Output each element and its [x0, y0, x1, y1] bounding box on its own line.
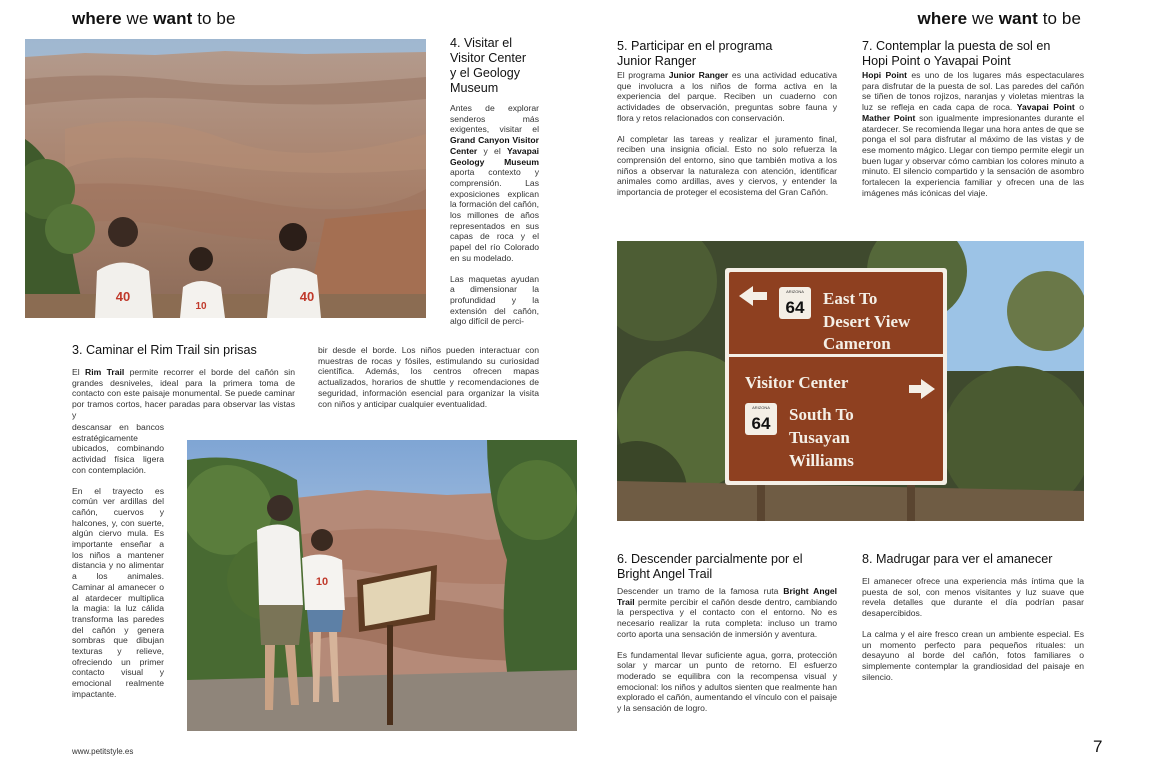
sign-bottom-line-1: South To	[789, 405, 854, 424]
section-4-paragraph-2: Las maquetas ayudan a dimensionar la profundidad y la extensión del cañón, algo difícil de perci-	[450, 273, 539, 327]
brand-logo-left: where we want to be	[72, 9, 236, 28]
route-shield-bottom: 64	[751, 414, 771, 433]
sign-middle-line: Visitor Center	[745, 373, 849, 392]
section-7-paragraph-1: Hopi Point es uno de los lugares más espectaculares para disfrutar de la puesta de sol. Las paredes del cañón se tiñen de tonos rojizos, naranjas y violetas mientras la luz se refleja en cada capa de roca. Yavapai Point o Mather Point son igualmente impresionantes durante el atardecer. Se recomienda llegar una hora antes de que se ponga el sol para disfrutar al máximo de las vistas y de ese momento mágico. Llegar con tiempo permite elegir un buen lugar y observar cómo cambian los colores minuto a minuto. El silencio compartido y la sensación de asombro fortalecen la experiencia familiar y ofrecen una de las imágenes más icónicas del viaje.	[862, 70, 1084, 198]
sign-bottom-line-2: Tusayan	[789, 428, 850, 447]
shirt-number-d: 10	[315, 576, 329, 588]
photo-rim-trail	[187, 440, 577, 731]
section-5-title: 5. Participar en el programa Junior Ranger	[617, 39, 773, 68]
section-3-body	[72, 367, 295, 421]
shield-label-top: ARIZONA	[786, 289, 804, 294]
section-5-paragraph-1: El programa Junior Ranger es una actividad educativa que involucra a los niños de forma activa en la experiencia del parque. Reciben un cuaderno con actividades de observación, preguntas sobre fauna y flora y retos relacionados con conservación.	[617, 70, 837, 123]
section-6-title: 6. Descender parcialmente por el Bright Angel Trail	[617, 552, 803, 581]
section-6-body	[617, 586, 837, 714]
section-7-body	[862, 70, 1084, 198]
shirt-number-b: 10	[195, 301, 207, 312]
section-8-paragraph-2: La calma y el aire fresco crean un ambiente especial. Es un momento perfecto para pequeños rituales: un desayuno al borde del cañón, fotos familiares o simplemente contemplar la grandiosidad del paisaje en silencio.	[862, 628, 1084, 682]
sign-top-line-1: East To	[823, 289, 878, 308]
sign-top-line-3: Cameron	[823, 334, 891, 353]
section-8-title: 8. Madrugar para ver el amanecer	[862, 552, 1053, 566]
footer-website-link[interactable]: www.petitstyle.es	[72, 747, 134, 756]
shirt-number-c: 40	[299, 289, 315, 304]
section-5-body	[617, 70, 837, 198]
section-4-body	[450, 103, 539, 327]
section-3-title: 3. Caminar el Rim Trail sin prisas	[72, 343, 257, 357]
shield-label-bottom: ARIZONA	[752, 405, 770, 410]
photo-road-sign	[617, 241, 1084, 521]
page-number: 7	[1093, 737, 1103, 756]
section-3-body-continued	[72, 422, 164, 700]
sign-bottom-line-3: Williams	[789, 451, 854, 470]
section-8-paragraph-1: El amanecer ofrece una experiencia más íntima que la puesta de sol, con menos visitantes y luz suave que revela detalles que durante el día podrían pasar desapercibidos.	[862, 576, 1084, 619]
section-5-paragraph-2: Al completar las tareas y realizar el juramento final, reciben una insignia oficial. Esto no solo refuerza la comprensión del entorno, sino que también motiva a los niños a observar la naturaleza con atención, identificar animales como ardillas, aves y ciervos, y entender la importancia de proteger el ecosistema del Gran Cañón.	[617, 133, 837, 198]
shirt-number-a: 40	[115, 289, 131, 304]
section-7-title: 7. Contemplar la puesta de sol en Hopi Point o Yavapai Point	[862, 39, 1051, 68]
sign-top-line-2: Desert View	[823, 312, 911, 331]
route-shield-top: 64	[785, 298, 805, 317]
section-6-paragraph-2: Es fundamental llevar suficiente agua, gorra, protección solar y marcar un punto de retorno. El esfuerzo moderado se equilibra con la recompensa visual y emocional: los niños y adultos sienten que realmente han explorado el cañón, aumentando el vínculo con el paisaje y la sensación de logro.	[617, 649, 837, 714]
section-3-paragraph-2: En el trayecto es común ver ardillas del cañón, cuervos y halcones, y, con suerte, algún ciervo mula. Es importante enseñar a los niños a mantener distancia y no alimentar a los animales. Caminar al amanecer o al atardecer multiplica la magia: la luz cálida transforma las paredes del cañón y genera sombras que dibujan texturas y relieve, ofreciendo un primer contacto visual y emocional realmente impactante.	[72, 485, 164, 699]
section-3-paragraph-1-continued: descansar en bancos estratégicamente ubicados, combinando actividad física ligera con contemplación.	[72, 422, 164, 475]
section-6-paragraph-1: Descender un tramo de la famosa ruta Bright Angel Trail permite percibir el cañón desde dentro, cambiando la perspectiva y el contacto con el entorno. No es necesario realizar la ruta completa: incluso un tramo corto aporta una sensación de inmersión y aventura.	[617, 586, 837, 639]
section-4-paragraph-1: Antes de explorar senderos más exigentes, visitar el Grand Canyon Visitor Center y el Yavapai Geology Museum aporta contexto y comprensión. Las exposiciones explican la formación del cañón, los millones de años representados en sus capas de roca y el papel del río Colorado en su modelado.	[450, 103, 539, 263]
brand-logo-right: where we want to be	[917, 9, 1081, 28]
section-4-body-continued	[318, 345, 539, 409]
photo-family-canyon	[25, 39, 426, 318]
section-4-title: 4. Visitar el Visitor Center y el Geology Museum	[450, 36, 527, 95]
section-8-body	[862, 576, 1084, 682]
section-4-paragraph-2-continued: bir desde el borde. Los niños pueden interactuar con muestras de rocas y fósiles, estimulando su curiosidad científica. Además, los centros ofrecen mapas actualizados, horarios de shuttle y recomendaciones de seguridad, información esencial para organizar la visita con niños y anticipar cualquier eventualidad.	[318, 345, 539, 409]
section-3-paragraph-1: El Rim Trail permite recorrer el borde del cañón sin grandes desniveles, ideal para la primera toma de contacto con este paisaje monumental. Se puede caminar por tramos cortos, hacer paradas para observar las vistas y	[72, 367, 295, 420]
